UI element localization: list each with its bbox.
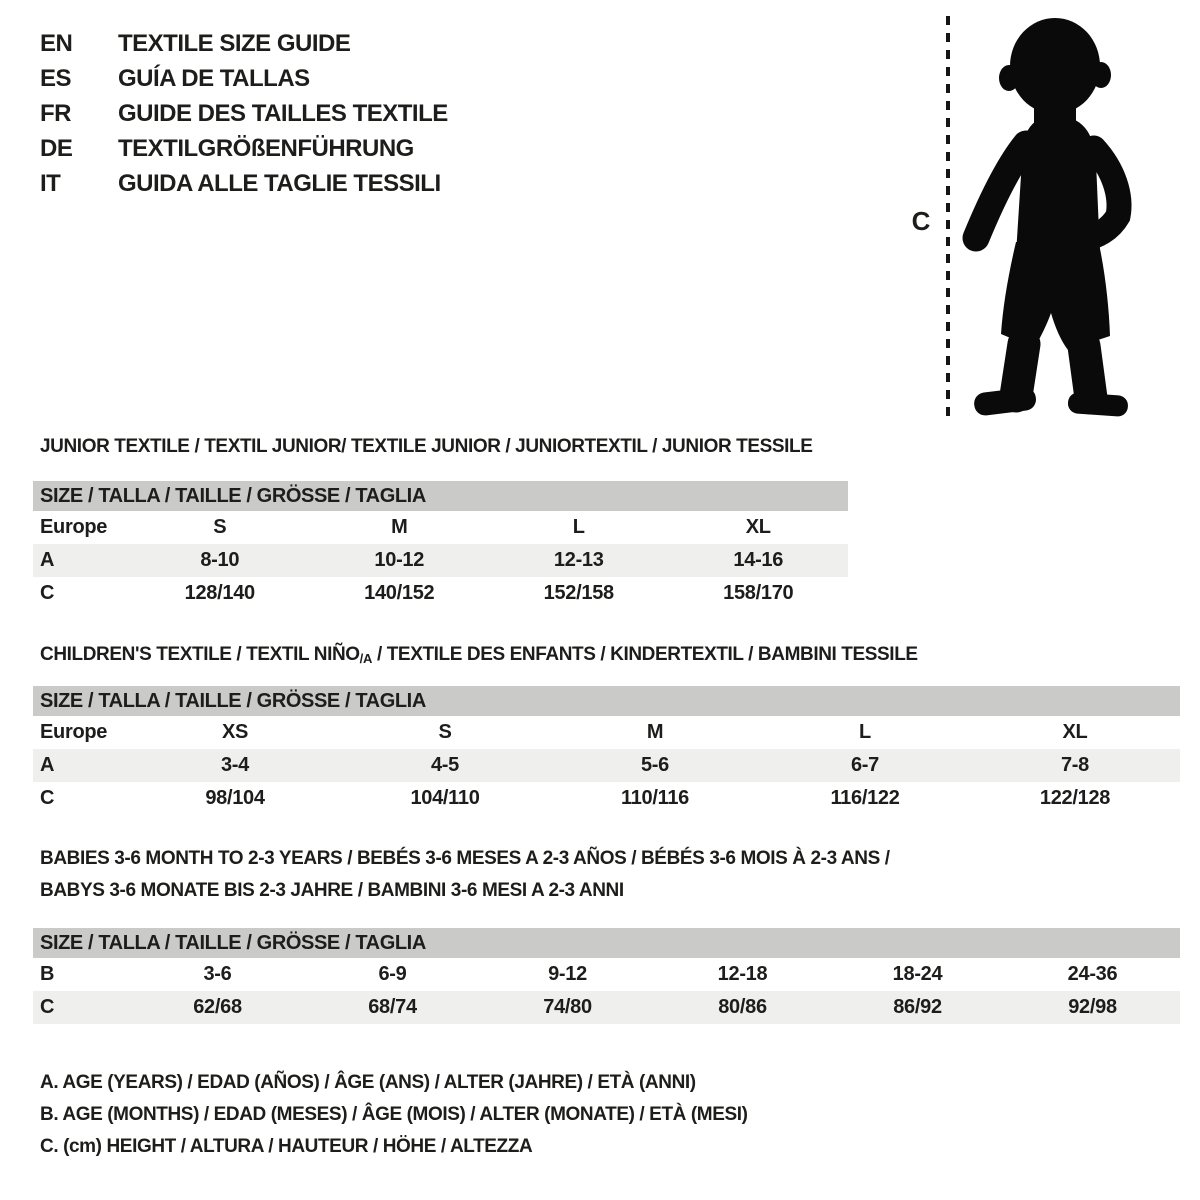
value-cell: 80/86 <box>718 996 767 1018</box>
value-cell: 14-16 <box>733 549 784 571</box>
children-title-rest: / TEXTILE DES ENFANTS / KINDERTEXTIL / BAMBINI TESSILE <box>372 644 918 665</box>
value-cell: 10-12 <box>374 549 425 571</box>
lang-title: TEXTILGRÖßENFÜHRUNG <box>118 134 414 162</box>
lang-title: GUÍA DE TALLAS <box>118 64 310 92</box>
lang-code: DE <box>40 134 73 162</box>
row-label: A <box>40 549 55 571</box>
value-cell: 86/92 <box>893 996 942 1018</box>
value-cell: 116/122 <box>830 787 900 809</box>
value-cell: 68/74 <box>368 996 417 1018</box>
value-cell: 24-36 <box>1067 963 1118 985</box>
value-cell: 3-6 <box>203 963 232 985</box>
size-cell: L <box>572 516 585 538</box>
value-cell: 6-9 <box>378 963 407 985</box>
value-cell: 18-24 <box>892 963 943 985</box>
row-label: C <box>40 582 55 604</box>
row-label: Europe <box>40 516 108 538</box>
value-cell: 122/128 <box>1039 787 1111 809</box>
junior-section-title: JUNIOR TEXTILE / TEXTIL JUNIOR/ TEXTILE JUNIOR / JUNIORTEXTIL / JUNIOR TESSILE <box>40 436 813 457</box>
table-row-sizes <box>33 716 1180 749</box>
babies-section-title-line1: BABIES 3-6 MONTH TO 2-3 YEARS / BEBÉS 3-6 MESES A 2-3 AÑOS / BÉBÉS 3-6 MOIS À 2-3 ANS / <box>40 848 890 869</box>
legend-age-months: B. AGE (MONTHS) / EDAD (MESES) / ÂGE (MOIS) / ALTER (MONATE) / ETÀ (MESI) <box>40 1104 748 1125</box>
children-title-subscript: /A <box>359 651 373 666</box>
legend-age-years: A. AGE (YEARS) / EDAD (AÑOS) / ÂGE (ANS) / ALTER (JAHRE) / ETÀ (ANNI) <box>40 1072 696 1093</box>
toddler-silhouette-icon <box>962 14 1144 418</box>
legend-height-cm: C. (cm) HEIGHT / ALTURA / HAUTEUR / HÖHE / ALTEZZA <box>40 1136 533 1157</box>
children-title-main: CHILDREN'S TEXTILE / TEXTIL NIÑO <box>40 644 360 665</box>
value-cell: 4-5 <box>430 754 459 776</box>
lang-code: IT <box>40 169 61 197</box>
table-row-age-months <box>33 958 1180 991</box>
lang-row-it <box>40 166 448 201</box>
value-cell: 74/80 <box>543 996 592 1018</box>
row-label: A <box>40 754 55 776</box>
lang-title: TEXTILE SIZE GUIDE <box>118 29 351 57</box>
size-cell: XL <box>1062 721 1088 743</box>
value-cell: 158/170 <box>723 582 794 604</box>
size-cell: S <box>213 516 227 538</box>
size-cell: XS <box>221 721 249 743</box>
value-cell: 128/140 <box>184 582 255 604</box>
lang-title: GUIDA ALLE TAGLIE TESSILI <box>118 169 441 197</box>
value-cell: 110/116 <box>621 787 689 809</box>
value-cell: 140/152 <box>364 582 435 604</box>
lang-code: FR <box>40 99 71 127</box>
value-cell: 8-10 <box>200 549 240 571</box>
value-cell: 12-13 <box>553 549 604 571</box>
size-cell: L <box>859 721 871 743</box>
lang-code: EN <box>40 29 73 57</box>
size-cell: S <box>438 721 452 743</box>
value-cell: 7-8 <box>1060 754 1089 776</box>
size-header-bar: SIZE / TALLA / TAILLE / GRÖSSE / TAGLIA <box>33 686 1180 716</box>
size-header-bar: SIZE / TALLA / TAILLE / GRÖSSE / TAGLIA <box>33 928 1180 958</box>
lang-code: ES <box>40 64 72 92</box>
children-size-table <box>33 686 1180 815</box>
value-cell: 62/68 <box>193 996 242 1018</box>
babies-section-title-line2: BABYS 3-6 MONATE BIS 2-3 JAHRE / BAMBINI 3-6 MESI A 2-3 ANNI <box>40 880 624 901</box>
value-cell: 3-4 <box>220 754 249 776</box>
table-row-sizes <box>33 511 848 544</box>
value-cell: 152/158 <box>543 582 614 604</box>
lang-row-en <box>40 26 448 61</box>
measurement-legend <box>40 1067 748 1163</box>
table-row-height-cm <box>33 991 1180 1024</box>
table-row-age-years <box>33 749 1180 782</box>
lang-row-es <box>40 61 448 96</box>
row-label: C <box>40 996 55 1018</box>
value-cell: 5-6 <box>640 754 669 776</box>
size-cell: XL <box>745 516 771 538</box>
value-cell: 98/104 <box>205 787 265 809</box>
value-cell: 104/110 <box>410 787 480 809</box>
height-measure-c-label: C <box>911 206 931 236</box>
row-label: Europe <box>40 721 108 743</box>
children-section-title <box>40 644 918 666</box>
row-label: B <box>40 963 55 985</box>
language-title-list <box>40 26 448 201</box>
table-row-height-cm <box>33 782 1180 815</box>
row-label: C <box>40 787 55 809</box>
value-cell: 12-18 <box>717 963 768 985</box>
height-dashed-line <box>946 16 950 416</box>
value-cell: 9-12 <box>548 963 587 985</box>
value-cell: 6-7 <box>850 754 879 776</box>
junior-size-table <box>33 481 848 610</box>
babies-size-table <box>33 928 1180 1024</box>
lang-row-de <box>40 131 448 166</box>
lang-row-fr <box>40 96 448 131</box>
size-cell: M <box>646 721 664 743</box>
value-cell: 92/98 <box>1068 996 1117 1018</box>
table-row-age-years <box>33 544 848 577</box>
size-cell: M <box>391 516 408 538</box>
size-header-bar: SIZE / TALLA / TAILLE / GRÖSSE / TAGLIA <box>33 481 848 511</box>
lang-title: GUIDE DES TAILLES TEXTILE <box>118 99 448 127</box>
table-row-height-cm <box>33 577 848 610</box>
